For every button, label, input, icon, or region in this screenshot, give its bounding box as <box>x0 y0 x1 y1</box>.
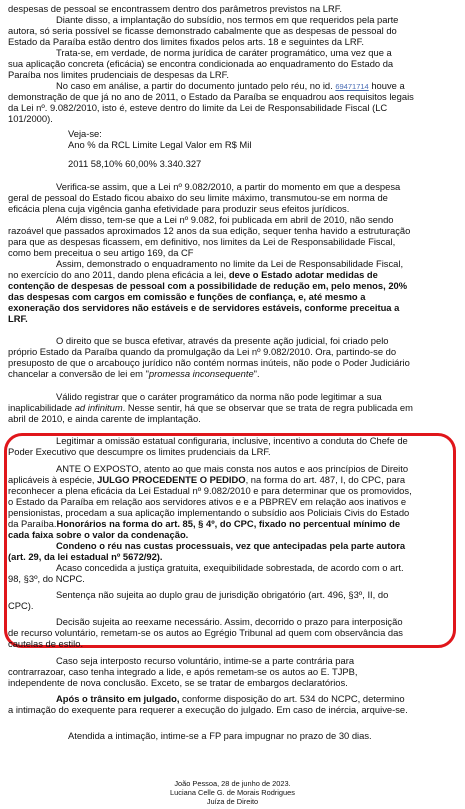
dispositive-line <box>8 463 457 474</box>
text-segment: Poder Executivo que descumpre os limites prudenciais da LRF. <box>8 446 271 457</box>
text-segment: Atendida a intimação, intime-se a FP para impugnar no prazo de 30 dias. <box>68 730 372 741</box>
text-segment: Diante disso, a implantação do subsídio, nos termos em que requeridos pela parte <box>56 14 399 25</box>
text-segment: chancelar a conversão de lei em " <box>8 368 149 379</box>
text-line <box>8 335 457 346</box>
text-segment: conforme disposição do art. 534 do NCPC, determino <box>179 693 405 704</box>
text-segment: Decisão sujeita ao reexame necessário. Assim, decorrido o prazo para interposição <box>56 616 403 627</box>
dispositive-line <box>8 616 457 627</box>
text-line <box>8 346 457 357</box>
text-segment: demonstração de que já no ano de 2011, o Estado da Paraíba se enquadrou aos requisitos legais <box>8 91 414 102</box>
text-segment: Válido registrar que o caráter programático da norma não pode legitimar a sua <box>56 391 382 402</box>
text-segment: geral de pessoal do Estado ficou abaixo do seu limite máximo, transmutou-se em norma de <box>8 192 388 203</box>
text-segment: como bem preceitua o seu artigo 169, da CF <box>8 247 194 258</box>
text-segment: abril de 2010, e ainda carente de implantação. <box>8 413 201 424</box>
bold-segment: (art. 29, da lei estadual nº 5672/92). <box>8 551 163 562</box>
text-line <box>8 391 457 402</box>
text-line <box>8 368 457 379</box>
text-segment: despesas de pessoal se encontrassem dentro dos parâmetros previstos na LRF. <box>8 3 343 14</box>
text-line <box>8 102 457 113</box>
text-segment: independente de nova conclusão. Exceto, se se tratar de embargos declaratórios. <box>8 677 348 688</box>
text-segment: Ano % da RCL Limite Legal Valor em R$ Mil <box>68 139 252 150</box>
bold-segment: LRF. <box>8 313 28 324</box>
closing-line <box>8 693 457 704</box>
text-line <box>8 313 457 324</box>
text-line <box>8 225 457 236</box>
text-line <box>8 258 457 269</box>
text-line <box>8 357 457 368</box>
text-segment: No caso em análise, a partir do documento juntado pelo réu, no id. <box>56 80 336 91</box>
text-line <box>8 3 457 14</box>
bold-segment: cada faixa sobre o valor da condenação. <box>8 529 189 540</box>
bold-segment: Após o trânsito em julgado, <box>56 693 180 704</box>
text-line <box>8 113 457 124</box>
text-segment: Estado da Paraíba estão dentro dos limites fixados pelos arts. 18 e seguintes da LRF. <box>8 36 364 47</box>
text-line <box>8 91 457 102</box>
text-segment: Veja-se: <box>68 128 102 139</box>
text-segment: , na forma do art. 487, I, do CPC, para <box>245 474 406 485</box>
dispositive-line <box>8 600 457 611</box>
bold-segment: das despesas com cargos em comissão e funções de confiança, e, até mesmo a <box>8 291 366 302</box>
text-line <box>8 14 457 25</box>
text-segment: inaplicabilidade <box>8 402 75 413</box>
bold-segment: Condeno o réu nas custas processuais, vez que antecipadas pela parte autora <box>56 540 406 551</box>
text-segment: O direito que se busca efetivar, através da presente ação judicial, foi criado pelo <box>56 335 389 346</box>
text-segment: presuposto de que o arcabouço jurídico não contém normas inúteis, não pode o Poder Judiciário <box>8 357 410 368</box>
dispositive-line <box>8 551 457 562</box>
text-line <box>8 128 457 139</box>
text-segment: 2011 58,10% 60,00% 3.340.327 <box>68 158 202 169</box>
text-segment: Acaso concedida a justiça gratuita, exequibilidade sobrestada, de acordo com o art. <box>56 562 404 573</box>
text-line <box>8 413 457 424</box>
text-line <box>8 214 457 225</box>
text-line <box>8 36 457 47</box>
text-segment: ANTE O EXPOSTO, atento ao que mais consta nos autos e aos princípios de Direito <box>56 463 409 474</box>
text-segment: Além disso, tem-se que a Lei nº 9.082, foi publicada em abril de 2010, não sendo <box>56 214 394 225</box>
text-segment: pensionistas, procedam a sua aplicação implementando o subsídio aos Policiais Civis do Estado <box>8 507 410 518</box>
text-segment: reconhecer a plena eficácia da Lei Estadual nº 9.082/2010 e para determinar que os promovidos, <box>8 485 412 496</box>
text-line <box>8 247 457 258</box>
text-segment: para que as despesas ficassem, em definitivo, nos limites da Lei de Responsabilidade Fiscal, <box>8 236 396 247</box>
closing-line <box>8 704 457 715</box>
text-segment: Caso seja interposto recurso voluntário, intime-se a parte contrária para <box>56 655 355 666</box>
text-line <box>8 302 457 313</box>
text-segment: Assim, demonstrado o enquadramento no limite da Lei de Responsabilidade Fiscal, <box>56 258 404 269</box>
text-line <box>8 47 457 58</box>
signature-name: Luciana Celle G. de Morais Rodrigues <box>170 788 295 797</box>
text-segment: próprio Estado da Paraíba quando da promulgação da Lei nº 9.082/2010. Ora, partindo-se do <box>8 346 397 357</box>
text-line <box>8 192 457 203</box>
closing-line <box>8 655 457 666</box>
text-segment: no exercício do ano 2011, dando plena eficácia a lei, <box>8 269 229 280</box>
text-segment: eficácia plena cuja vigência ganha efetividade para produzir seus efeitos jurídicos. <box>8 203 350 214</box>
text-segment: sua aplicação concreta (eficácia) se encontra condicionada ao enquadramento do Estado da <box>8 58 394 69</box>
closing-line <box>8 677 457 688</box>
bold-segment: JULGO PROCEDENTE O PEDIDO <box>97 474 246 485</box>
bold-segment: exoneração dos servidores não estáveis e de servidores estáveis, conforme preceitua a <box>8 302 400 313</box>
text-segment: cautelas de estilo. <box>8 638 84 649</box>
text-segment: da Paraíba. <box>8 518 57 529</box>
dispositive-line <box>8 540 457 551</box>
text-line <box>8 402 457 413</box>
text-segment: aplicáveis à espécie, <box>8 474 98 485</box>
bold-segment: deve o Estado adotar medidas de <box>228 269 378 280</box>
italic-segment: promessa inconsequente <box>148 368 254 379</box>
text-segment: Legitimar a omissão estatual configuraria, inclusive, incentivo a conduta do Chefe de <box>56 435 408 446</box>
dispositive-line <box>8 589 457 600</box>
dispositive-line <box>8 529 457 540</box>
dispositive-line <box>8 518 457 529</box>
text-line <box>8 269 457 280</box>
italic-segment: ad infinitum <box>74 402 123 413</box>
text-line <box>8 203 457 214</box>
text-segment: o Estado da Paraíba em relação aos servidores ativos e e a PBPREV em relação aos inativos e <box>8 496 407 507</box>
text-segment: da Lei nº. 9.082/2010, isto é, esteve dentro do limite da Lei de Responsabilidade Fiscal (LC <box>8 102 388 113</box>
bold-segment: contenção de despesas de pessoal com a possibilidade de redução em, pelo menos, 20% <box>8 280 408 291</box>
text-line <box>8 291 457 302</box>
text-segment: . Nesse sentir, há que se observar que se trata de regra publicada em <box>122 402 413 413</box>
text-line <box>8 181 457 192</box>
text-line <box>8 280 457 291</box>
dispositive-line <box>8 562 457 573</box>
closing-line <box>8 666 457 677</box>
text-segment: Trata-se, em verdade, de norma jurídica de caráter programático, uma vez que a <box>56 47 392 58</box>
dispositive-line <box>8 573 457 584</box>
text-segment: a intimação do exequente para requerer a execução do julgado. Em caso de inércia, arquive-se. <box>8 704 408 715</box>
text-line <box>8 69 457 80</box>
text-segment: Sentença não sujeita ao duplo grau de jurisdição obrigatório (art. 496, §3º, II, do <box>56 589 389 600</box>
text-line <box>8 236 457 247</box>
signature-place-date: João Pessoa, 28 de junho de 2023. <box>174 779 291 788</box>
text-segment: de recurso voluntário, remetam-se os autos ao Egrégio Tribunal ad quem com observância das <box>8 627 403 638</box>
document-id-link[interactable]: 69471714 <box>335 82 369 91</box>
closing-line <box>8 730 457 741</box>
dispositive-line <box>8 474 457 485</box>
text-segment: CPC). <box>8 600 34 611</box>
text-segment: autora, só seria possível se ficasse demonstrado cabalmente que as despesas de pessoal do <box>8 25 397 36</box>
text-segment: 101/2000). <box>8 113 53 124</box>
text-line <box>8 139 457 150</box>
dispositive-line <box>8 485 457 496</box>
text-segment: razoável que passados aproximados 12 anos da sua edição, sequer tenha havido a estruturação <box>8 225 411 236</box>
text-segment: Verifica-se assim, que a Lei nº 9.082/2010, a partir do momento em que a despesa <box>56 181 401 192</box>
text-line <box>8 58 457 69</box>
text-line <box>8 25 457 36</box>
text-segment: houve a <box>368 80 405 91</box>
text-segment: ". <box>253 368 260 379</box>
signature-role: Juíza de Direito <box>206 797 259 806</box>
bold-segment: Honorários na forma do art. 85, § 4º, do CPC, fixado no percentual mínimo de <box>56 518 401 529</box>
dispositive-line <box>8 496 457 507</box>
dispositive-line <box>8 638 457 649</box>
dispositive-line <box>8 507 457 518</box>
text-segment: Paraíba nos limites prudenciais de despesas da LRF. <box>8 69 229 80</box>
text-line <box>8 158 457 169</box>
text-segment: contrarrazoar, caso tenha integrado a lide, e após remetam-se os autos ao E. TJPB, <box>8 666 358 677</box>
text-segment: 98, §3º, do NCPC. <box>8 573 85 584</box>
dispositive-line <box>8 627 457 638</box>
